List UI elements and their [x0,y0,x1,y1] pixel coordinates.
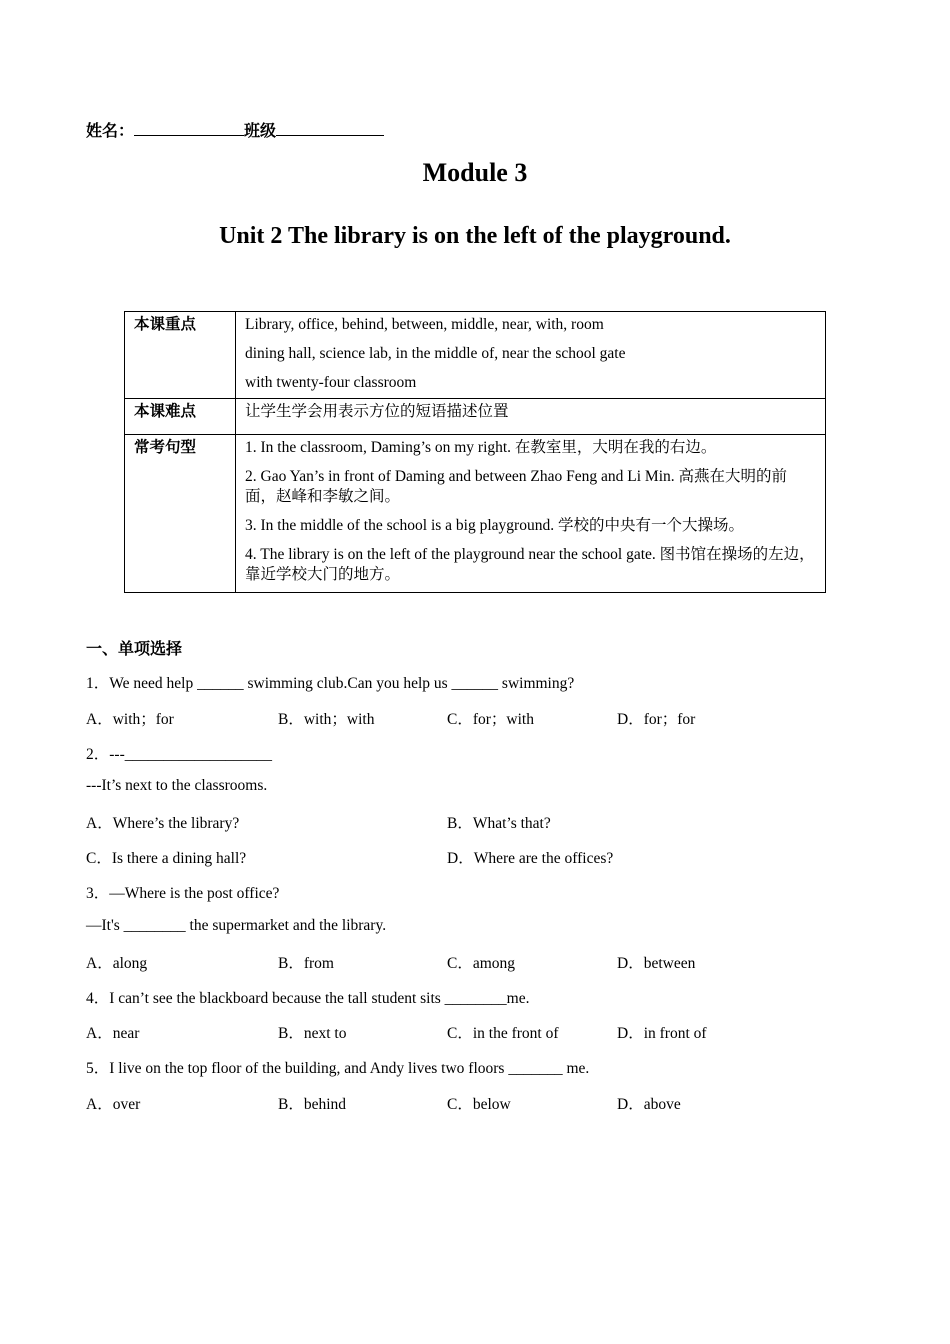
option-b[interactable]: B．behind [278,1096,347,1113]
row-content [236,399,826,435]
row-label: 常考句型 [125,435,236,593]
option-d[interactable]: D．in front of [617,1025,707,1042]
option-d[interactable]: D．above [617,1096,681,1113]
content-line: 2. Gao Yan’s in front of Daming and between Zhao Feng and Li Min. 高燕在大明的前面，赵峰和李敏之间。 [245,468,788,505]
content-line: 3. In the middle of the school is a big playground. 学校的中央有一个大操场。 [245,517,744,534]
option-a[interactable]: A．along [86,955,148,972]
option-a[interactable]: A．Where’s the library? [86,815,240,832]
option-c[interactable]: C．below [447,1096,511,1113]
key-points-table [124,311,826,593]
question-stem: 5．I live on the top floor of the building, and Andy lives two floors _______ me. [86,1060,590,1077]
section-title: 一、单项选择 [86,641,183,658]
table-row [125,435,826,593]
class-blank[interactable] [276,121,384,136]
option-b[interactable]: B．from [278,955,334,972]
option-b[interactable]: B．What’s that? [447,815,551,832]
option-d[interactable]: D．for；for [617,711,696,728]
question-stem-response: —It's ________ the supermarket and the library. [86,917,387,934]
name-blank[interactable] [134,121,244,136]
question-stem: 3．—Where is the post office? [86,885,280,902]
option-c[interactable]: C．Is there a dining hall? [86,850,247,867]
row-label: 本课难点 [125,399,236,435]
row-label: 本课重点 [125,312,236,399]
option-a[interactable]: A．near [86,1025,140,1042]
content-line: Library, office, behind, between, middle, near, with, room [245,316,604,333]
name-class-line [86,118,384,141]
row-content [236,312,826,399]
question-stem: 1．We need help ______ swimming club.Can you help us ______ swimming? [86,675,575,692]
module-title: Module 3 [422,158,528,187]
option-c[interactable]: C．for；with [447,711,534,728]
table-row [125,312,826,399]
content-line: 让学生学会用表示方位的短语描述位置 [245,403,509,420]
question-stem: 2．---___________________ [86,746,272,763]
option-a[interactable]: A．with；for [86,711,174,728]
unit-title: Unit 2 The library is on the left of the playground. [219,223,731,249]
content-line: dining hall, science lab, in the middle of, near the school gate [245,345,626,362]
name-label: 姓名： [86,123,135,140]
option-c[interactable]: C．in the front of [447,1025,559,1042]
option-b[interactable]: B．next to [278,1025,347,1042]
option-d[interactable]: D．between [617,955,696,972]
option-a[interactable]: A．over [86,1096,141,1113]
row-content [236,435,826,593]
question-stem: 4．I can’t see the blackboard because the tall student sits ________me. [86,990,530,1007]
content-line: with twenty-four classroom [245,374,417,391]
option-d[interactable]: D．Where are the offices? [447,850,614,867]
option-b[interactable]: B．with；with [278,711,375,728]
table-row [125,399,826,435]
question-stem-response: ---It’s next to the classrooms. [86,777,268,794]
class-label: 班级 [244,123,277,140]
content-line: 1. In the classroom, Daming’s on my right. 在教室里，大明在我的右边。 [245,439,717,456]
option-c[interactable]: C．among [447,955,516,972]
content-line: 4. The library is on the left of the playground near the school gate. 图书馆在操场的左边，靠近学校大门的地方。 [245,546,815,583]
